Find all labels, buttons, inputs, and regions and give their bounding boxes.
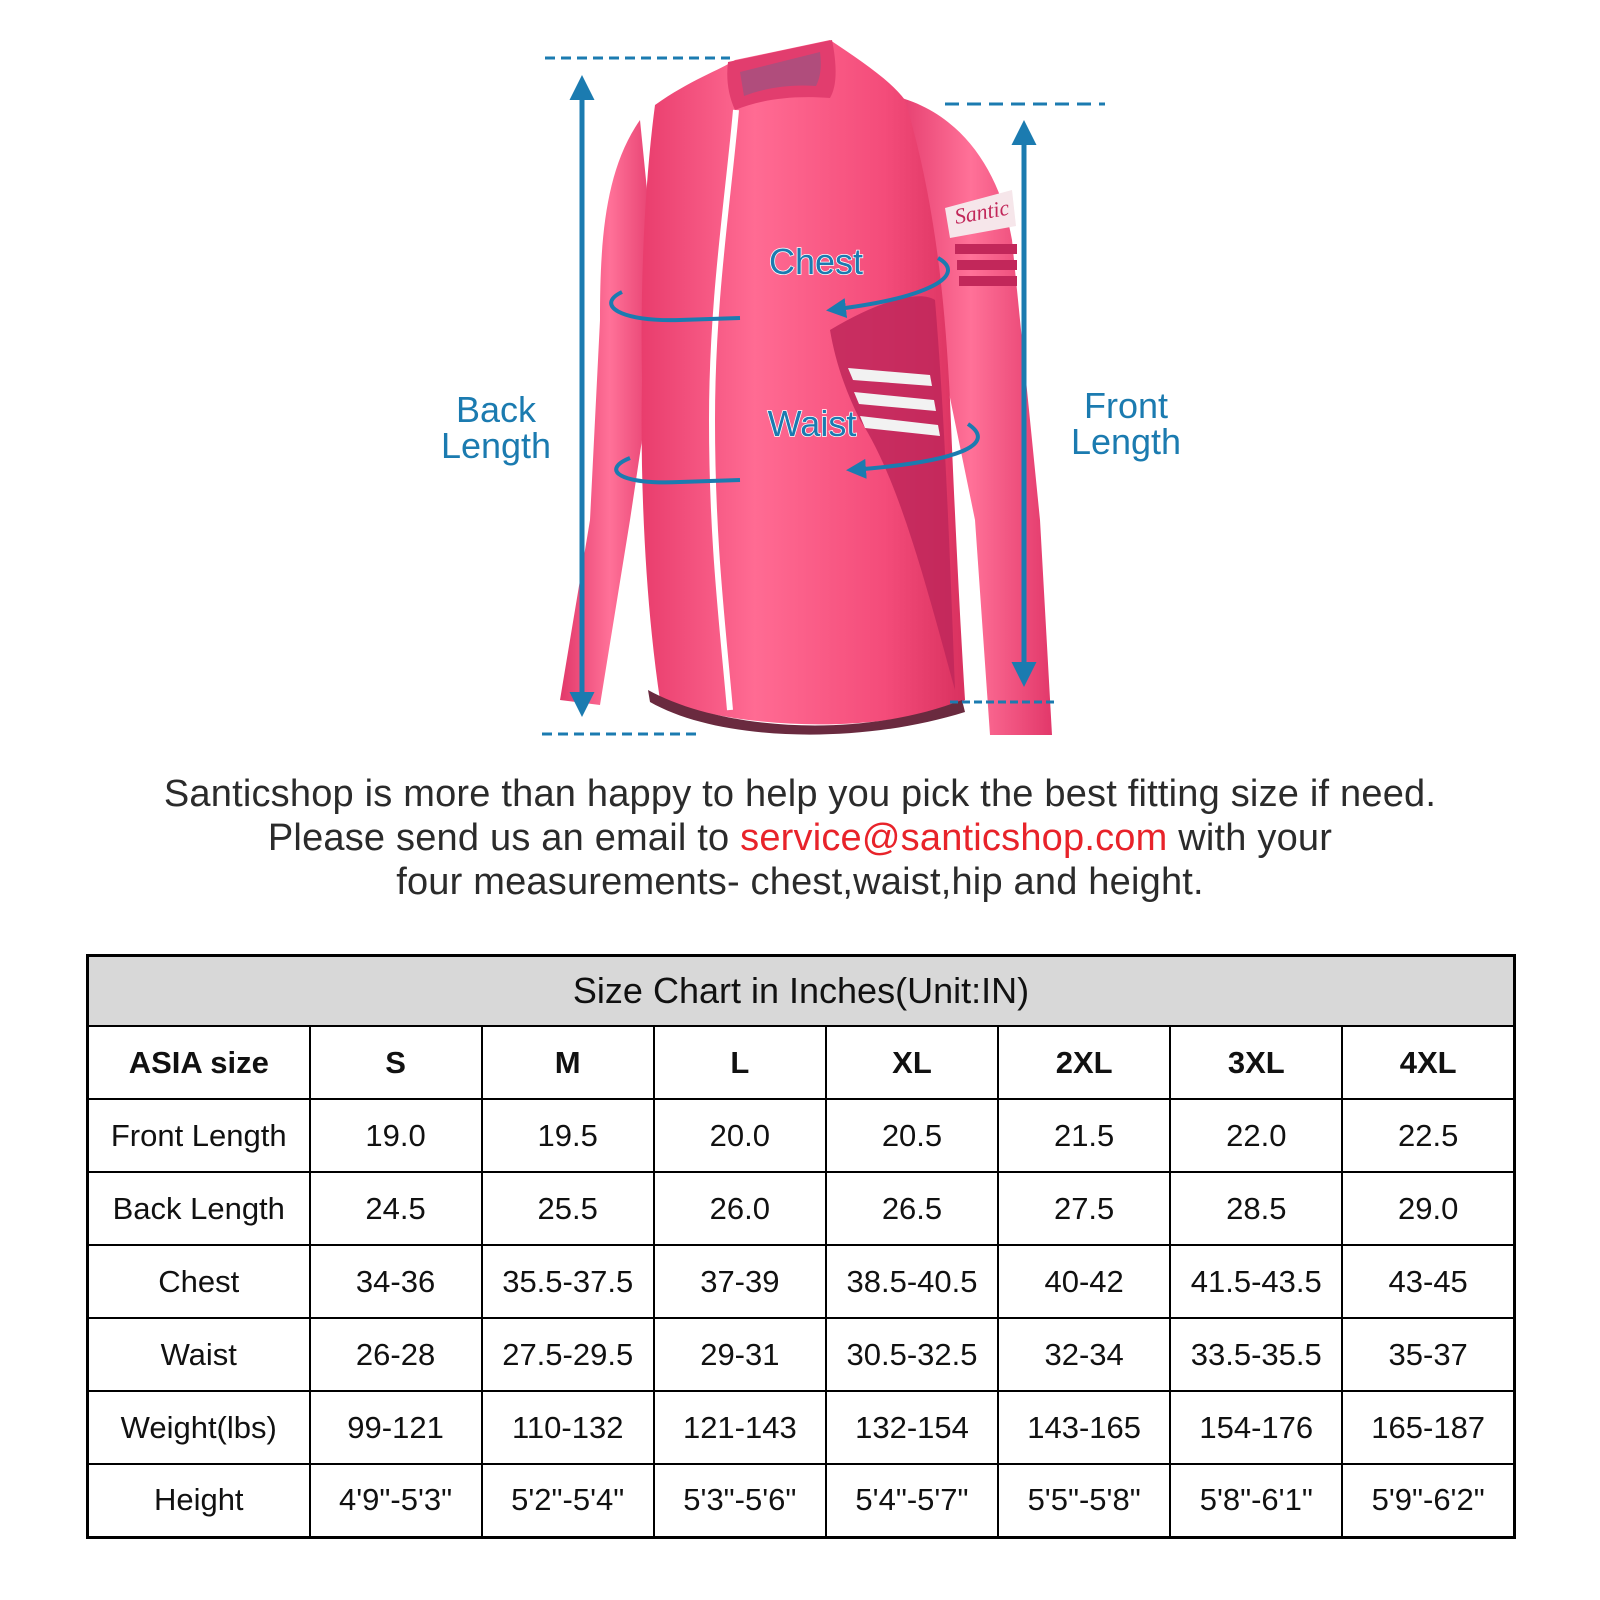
table-cell: 22.0 — [1170, 1099, 1342, 1172]
front-length-label-line1: Front — [1083, 385, 1169, 426]
back-length-label-line2: Length — [440, 425, 552, 466]
table-cell: 99-121 — [310, 1391, 482, 1464]
size-chart-title: Size Chart in Inches(Unit:IN) — [88, 956, 1515, 1027]
table-cell: 20.5 — [826, 1099, 998, 1172]
waist-label: Waist — [767, 403, 857, 444]
table-cell: 26.0 — [654, 1172, 826, 1245]
table-cell: 35-37 — [1342, 1318, 1514, 1391]
table-cell: 121-143 — [654, 1391, 826, 1464]
table-row — [88, 1464, 1515, 1537]
table-cell: 30.5-32.5 — [826, 1318, 998, 1391]
table-cell: 22.5 — [1342, 1099, 1514, 1172]
table-cell: 26.5 — [826, 1172, 998, 1245]
size-column-header: 2XL — [998, 1026, 1170, 1099]
table-cell: 33.5-35.5 — [1170, 1318, 1342, 1391]
table-cell: 43-45 — [1342, 1245, 1514, 1318]
table-cell: 25.5 — [482, 1172, 654, 1245]
size-chart-table — [86, 954, 1516, 1539]
table-cell: 32-34 — [998, 1318, 1170, 1391]
measurement-label: Back Length — [88, 1172, 310, 1245]
table-cell: 165-187 — [1342, 1391, 1514, 1464]
size-column-header: S — [310, 1026, 482, 1099]
table-cell: 29-31 — [654, 1318, 826, 1391]
size-column-header: M — [482, 1026, 654, 1099]
measurement-label: Waist — [88, 1318, 310, 1391]
table-cell: 27.5 — [998, 1172, 1170, 1245]
table-cell: 5'8"-6'1" — [1170, 1464, 1342, 1537]
table-cell: 19.5 — [482, 1099, 654, 1172]
intro-line-2-end: with your — [1167, 817, 1333, 859]
measurement-label: Front Length — [88, 1099, 310, 1172]
back-length-label-line1: Back — [455, 389, 537, 430]
service-email-link[interactable]: service@santicshop.com — [740, 817, 1168, 859]
table-cell: 34-36 — [310, 1245, 482, 1318]
table-cell: 143-165 — [998, 1391, 1170, 1464]
table-cell: 38.5-40.5 — [826, 1245, 998, 1318]
table-cell: 41.5-43.5 — [1170, 1245, 1342, 1318]
logo-text: Santic — [952, 194, 1012, 229]
table-cell: 5'5"-5'8" — [998, 1464, 1170, 1537]
intro-line-2-start: Please send us an email to — [267, 817, 741, 859]
table-cell: 27.5-29.5 — [482, 1318, 654, 1391]
table-cell: 35.5-37.5 — [482, 1245, 654, 1318]
table-row — [88, 1318, 1515, 1391]
table-cell: 154-176 — [1170, 1391, 1342, 1464]
table-cell: 132-154 — [826, 1391, 998, 1464]
intro-line-1: Santicshop is more than happy to help you pick the best fitting size if need. — [163, 773, 1437, 815]
asia-size-header: ASIA size — [88, 1026, 310, 1099]
table-cell: 28.5 — [1170, 1172, 1342, 1245]
table-cell: 5'2"-5'4" — [482, 1464, 654, 1537]
intro-line-3: four measurements- chest,waist,hip and height. — [396, 861, 1204, 903]
chest-label: Chest — [768, 241, 864, 282]
size-column-header: 3XL — [1170, 1026, 1342, 1099]
table-cell: 37-39 — [654, 1245, 826, 1318]
table-cell: 4'9"-5'3" — [310, 1464, 482, 1537]
table-cell: 5'3"-5'6" — [654, 1464, 826, 1537]
jersey-illustration — [560, 40, 1052, 735]
size-chart-body — [88, 1099, 1515, 1537]
table-row — [88, 1245, 1515, 1318]
size-column-header: 4XL — [1342, 1026, 1514, 1099]
table-cell: 21.5 — [998, 1099, 1170, 1172]
size-help-message — [0, 772, 1600, 904]
intro-line-2 — [0, 816, 1600, 860]
table-cell: 5'4"-5'7" — [826, 1464, 998, 1537]
jersey-measurement-diagram — [0, 0, 1600, 760]
front-length-label-line2: Length — [1070, 421, 1182, 462]
size-column-header: L — [654, 1026, 826, 1099]
table-cell: 26-28 — [310, 1318, 482, 1391]
size-header-row — [88, 1026, 1515, 1099]
table-cell: 24.5 — [310, 1172, 482, 1245]
measurement-label: Chest — [88, 1245, 310, 1318]
measurement-label: Height — [88, 1464, 310, 1537]
measurement-label: Weight(lbs) — [88, 1391, 310, 1464]
table-cell: 110-132 — [482, 1391, 654, 1464]
table-row — [88, 1099, 1515, 1172]
table-row — [88, 1172, 1515, 1245]
size-column-header: XL — [826, 1026, 998, 1099]
table-row — [88, 1391, 1515, 1464]
table-cell: 19.0 — [310, 1099, 482, 1172]
table-cell: 5'9"-6'2" — [1342, 1464, 1514, 1537]
table-cell: 40-42 — [998, 1245, 1170, 1318]
table-cell: 29.0 — [1342, 1172, 1514, 1245]
table-cell: 20.0 — [654, 1099, 826, 1172]
